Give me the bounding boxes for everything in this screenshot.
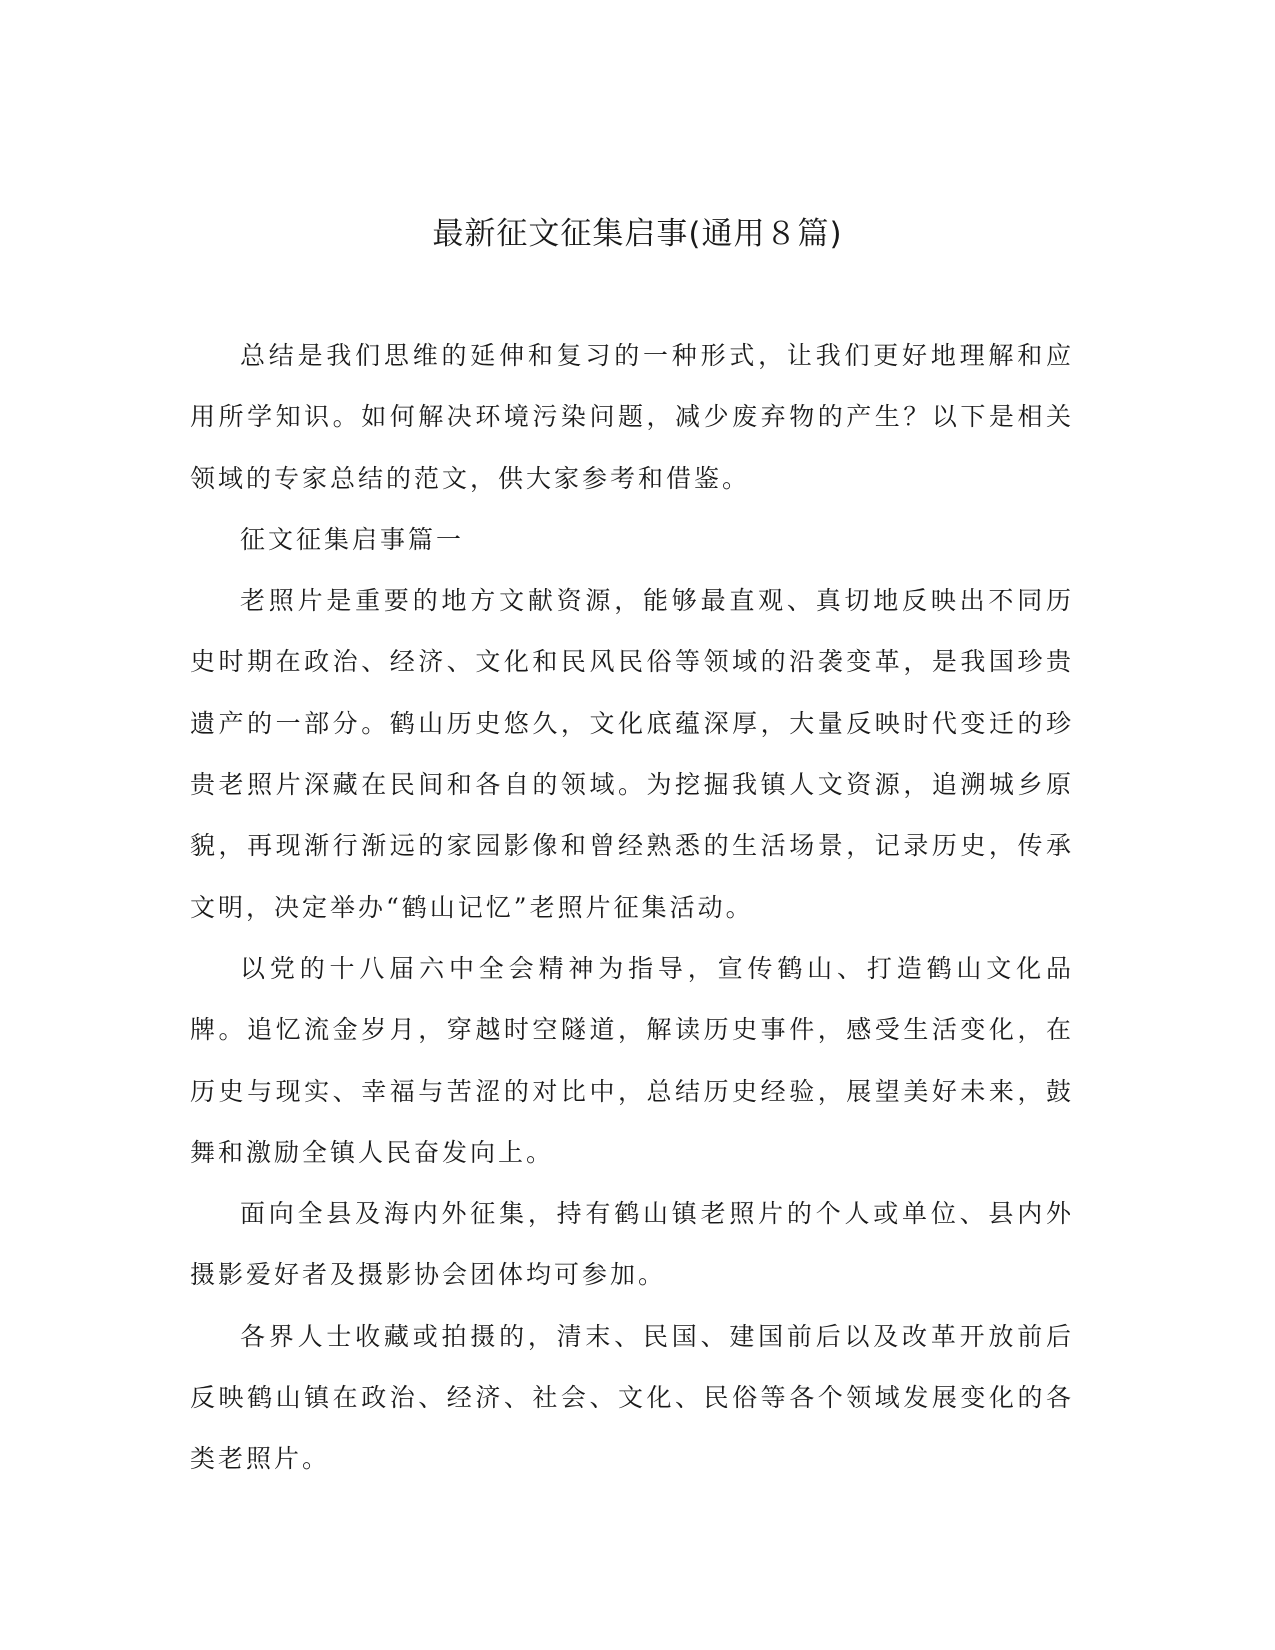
body-paragraph: 以党的十八届六中全会精神为指导，宣传鹤山、打造鹤山文化品牌。追忆流金岁月，穿越时空隧道，解读历史事件，感受生活变化，在历史与现实、幸福与苦涩的对比中，总结历史经验，展望美好未来，鼓舞和激励全镇人民奋发向上。 [190,953,1074,1167]
document-body [190,325,1074,1490]
section-heading: 征文征集启事篇一 [240,524,465,554]
body-paragraph: 各界人士收藏或拍摄的，清末、民国、建国前后以及改革开放前后反映鹤山镇在政治、经济、社会、文化、民俗等各个领域发展变化的各类老照片。 [190,1321,1074,1474]
body-paragraph: 老照片是重要的地方文献资源，能够最直观、真切地反映出不同历史时期在政治、经济、文化和民风民俗等领域的沿袭变革，是我国珍贵遗产的一部分。鹤山历史悠久，文化底蕴深厚，大量反映时代变迁的珍贵老照片深藏在民间和各自的领域。为挖掘我镇人文资源，追溯城乡原貌，再现渐行渐远的家园影像和曾经熟悉的生活场景，记录历史，传承文明，决定举办“鹤山记忆”老照片征集活动。 [190,586,1074,922]
document-title: 最新征文征集启事(通用８篇) [432,216,843,252]
body-paragraph: 面向全县及海内外征集，持有鹤山镇老照片的个人或单位、县内外摄影爱好者及摄影协会团体均可参加。 [190,1199,1074,1290]
intro-paragraph: 总结是我们思维的延伸和复习的一种形式，让我们更好地理解和应用所学知识。如何解决环境污染问题，减少废弃物的产生？以下是相关领域的专家总结的范文，供大家参考和借鉴。 [190,341,1074,493]
